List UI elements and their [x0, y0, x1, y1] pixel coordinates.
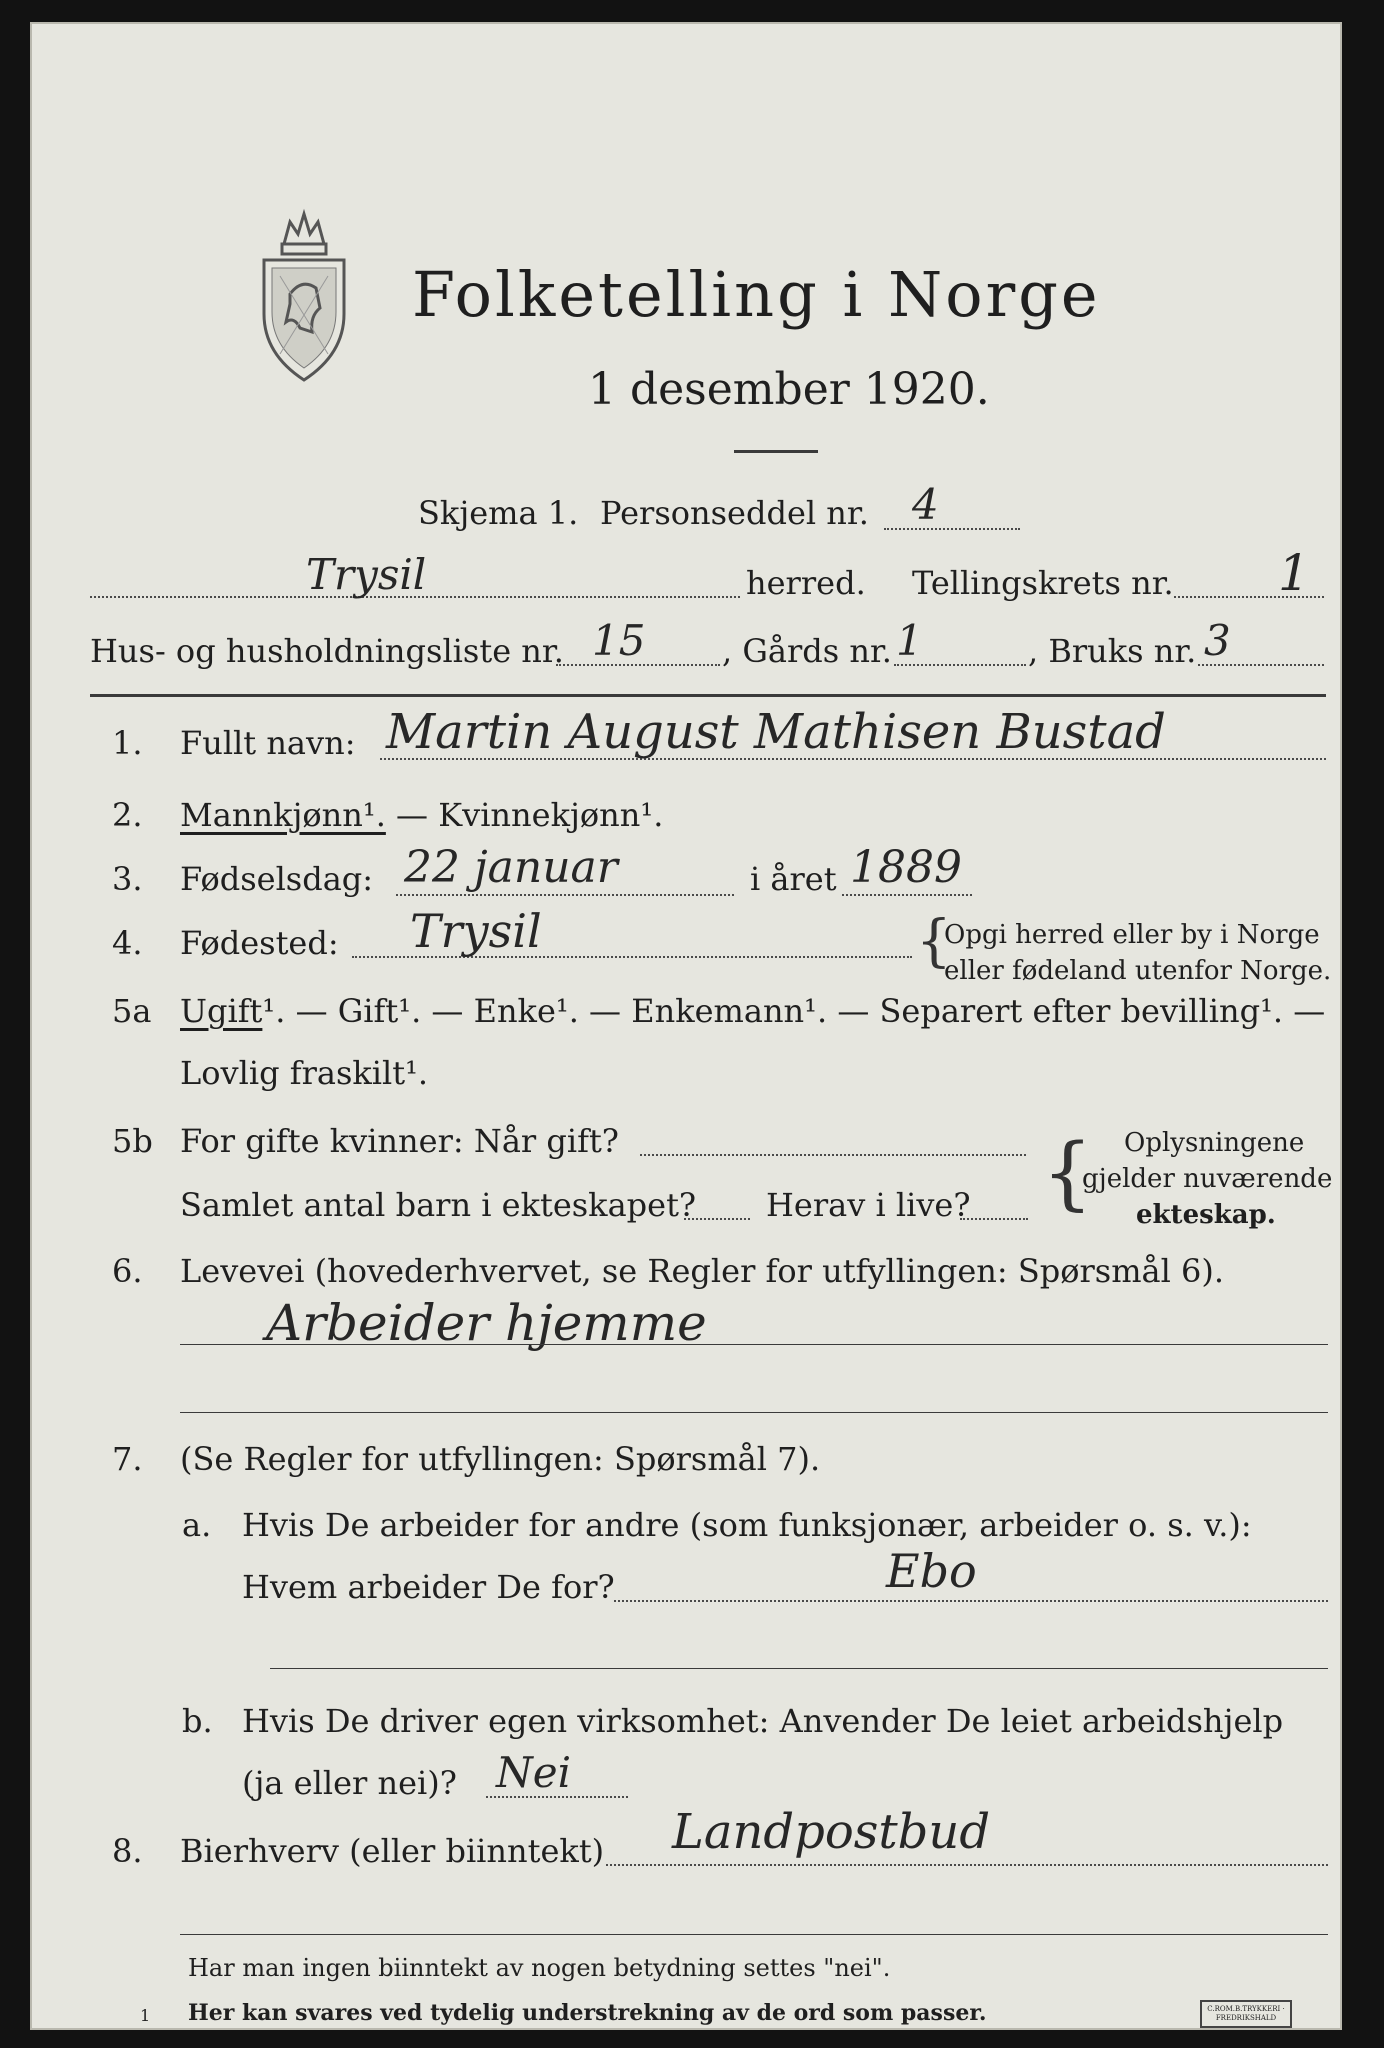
q6-line-2 — [180, 1412, 1328, 1413]
footer-note: Har man ingen biinntekt av nogen betydning settes "nei". — [188, 1954, 891, 1982]
bruks-label: , Bruks nr. — [1028, 632, 1197, 670]
q7a-extra-line — [270, 1668, 1328, 1669]
q5b-note-3: ekteskap. — [1136, 1200, 1276, 1230]
q6-line-1 — [180, 1344, 1328, 1345]
birth-day-value[interactable]: 22 januar — [404, 842, 618, 893]
q6-number: 6. — [112, 1252, 143, 1290]
q5b-note-1: Oplysningene — [1124, 1128, 1305, 1158]
printer-stamp: C.ROM.B.TRYKKERI · FREDRIKSHALD — [1200, 2000, 1292, 2028]
q8-number: 8. — [112, 1832, 143, 1870]
bruks-value[interactable]: 3 — [1204, 616, 1231, 665]
q5a-ugift: Ugift — [180, 992, 263, 1030]
q1-number: 1. — [112, 724, 143, 762]
q2-male-label: Mannkjønn¹. — [180, 796, 386, 834]
hired-help-value[interactable]: Nei — [496, 1748, 572, 1797]
form-title: Folketelling i Norge — [412, 258, 1101, 331]
q5b-line2a: Samlet antal barn i ekteskapet? — [180, 1186, 697, 1224]
employer-value[interactable]: Ebo — [886, 1544, 977, 1598]
q8-line — [606, 1864, 1328, 1866]
birth-year-value[interactable]: 1889 — [850, 842, 962, 893]
q3-year-label: i året — [750, 860, 837, 898]
footnote-number: 1 — [140, 2006, 151, 2025]
q7b-line2: (ja eller nei)? — [242, 1764, 457, 1802]
coat-of-arms-icon — [250, 204, 358, 384]
q7-number: 7. — [112, 1440, 143, 1478]
hus-label: Hus- og husholdningsliste nr. — [90, 632, 564, 670]
q5b-when-line — [640, 1154, 1026, 1156]
q1-label: Fullt navn: — [180, 724, 356, 762]
tellingskrets-value[interactable]: 1 — [1278, 544, 1310, 602]
personseddel-label: Personseddel nr. — [600, 494, 869, 532]
q2-separator: — — [385, 796, 439, 834]
q3-year-line — [842, 894, 972, 896]
q4-note-1: Opgi herred eller by i Norge — [944, 920, 1320, 950]
q7a-line1: Hvis De arbeider for andre (som funksjonær, arbeider o. s. v.): — [242, 1506, 1252, 1544]
q7a-line — [614, 1600, 1328, 1602]
q4-note-2: eller fødeland utenfor Norge. — [944, 956, 1332, 986]
secondary-occupation-value[interactable]: Landpostbud — [672, 1804, 991, 1860]
q5b-number: 5b — [112, 1122, 153, 1160]
census-form — [30, 22, 1342, 2030]
herred-value[interactable]: Trysil — [306, 550, 427, 599]
q6-label: Levevei (hovederhvervet, se Regler for utfyllingen: Spørsmål 6). — [180, 1252, 1225, 1290]
q7a-number: a. — [182, 1506, 212, 1544]
q5a-other-options: ¹. — Gift¹. — Enke¹. — Enkemann¹. — Separert efter bevilling¹. — — [262, 992, 1326, 1030]
q5b-line1: For gifte kvinner: Når gift? — [180, 1122, 619, 1160]
hus-value[interactable]: 15 — [592, 616, 646, 665]
q7-label: (Se Regler for utfyllingen: Spørsmål 7). — [180, 1440, 821, 1478]
q4-number: 4. — [112, 924, 143, 962]
q5a-number: 5a — [112, 992, 152, 1030]
q8-extra-line — [180, 1934, 1328, 1935]
q5a-options[interactable] — [180, 992, 1325, 1030]
q4-brace: { — [916, 909, 952, 974]
birthplace-value[interactable]: Trysil — [410, 904, 542, 958]
q5b-alive-line — [960, 1218, 1028, 1220]
q5b-brace: { — [1042, 1126, 1093, 1219]
q3-label: Fødselsdag: — [180, 860, 374, 898]
q5b-note-2: gjelder nuværende — [1082, 1164, 1333, 1194]
q7b-number: b. — [182, 1702, 213, 1740]
q7b-line1: Hvis De driver egen virksomhet: Anvender De leiet arbeidshjelp — [242, 1702, 1284, 1740]
gards-value[interactable]: 1 — [896, 616, 923, 665]
q2-female-label: Kvinnekjønn¹. — [438, 796, 664, 834]
q5b-children-line — [684, 1218, 750, 1220]
q2-number: 2. — [112, 796, 143, 834]
q3-number: 3. — [112, 860, 143, 898]
title-underline — [734, 450, 818, 453]
gards-label: , Gårds nr. — [722, 632, 892, 670]
q5b-line2b: Herav i live? — [766, 1186, 971, 1224]
occupation-value[interactable]: Arbeider hjemme — [266, 1294, 707, 1352]
q2-male-option[interactable] — [180, 796, 663, 834]
footnote-text: Her kan svares ved tydelig understrekning av de ord som passer. — [188, 2000, 987, 2026]
tellingskrets-label: Tellingskrets nr. — [912, 564, 1174, 602]
full-name-value[interactable]: Martin August Mathisen Bustad — [386, 704, 1166, 760]
herred-label: herred. — [746, 564, 866, 602]
q3-day-line — [396, 894, 734, 896]
header-divider — [90, 694, 1326, 697]
q4-label: Fødested: — [180, 924, 339, 962]
personseddel-line — [884, 528, 1020, 530]
census-date: 1 desember 1920. — [588, 364, 990, 415]
personseddel-value[interactable]: 4 — [912, 480, 939, 529]
q8-label: Bierhverv (eller biinntekt) — [180, 1832, 605, 1870]
q5a-line2: Lovlig fraskilt¹. — [180, 1054, 429, 1092]
skjema-label: Skjema 1. — [418, 494, 579, 532]
q7a-line2: Hvem arbeider De for? — [242, 1568, 615, 1606]
